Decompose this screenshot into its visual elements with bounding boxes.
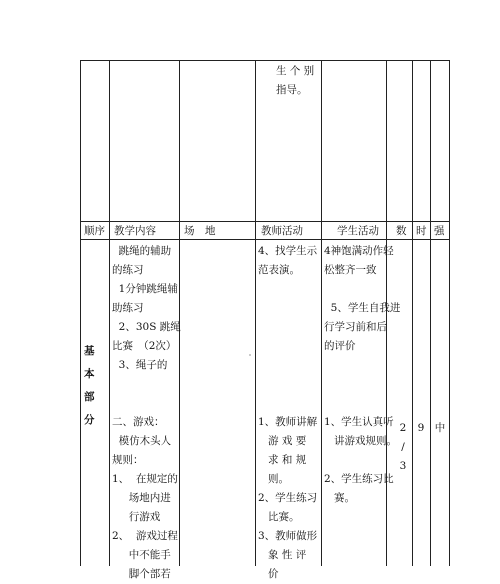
header-row-top	[80, 221, 450, 222]
header-intensity: 强	[434, 225, 445, 237]
count-cell: 2 / 3	[399, 422, 407, 472]
header-time: 时	[416, 225, 427, 237]
table-border-left	[80, 60, 81, 566]
col-divider-venue	[255, 60, 256, 566]
col-divider-order	[109, 60, 110, 566]
top-teacher-cell: 生 个 别 指导。	[276, 65, 315, 96]
header-teacher: 教师活动	[261, 225, 303, 237]
venue-dot	[249, 354, 251, 356]
intensity-cell: 中	[434, 422, 446, 434]
col-divider-count	[412, 60, 413, 566]
col-divider-time	[430, 60, 431, 566]
header-content: 教学内容	[114, 225, 156, 237]
header-count: 数	[396, 225, 407, 237]
header-venue: 场 地	[184, 225, 216, 237]
header-student: 学生活动	[337, 225, 379, 237]
teacher-activity-cell: 4、找学生示 范表演。 1、教师讲解 游 戏 要 求 和 规 则。 2、学生练习 比赛。 3、教师做形 象 性 评 价	[258, 245, 318, 580]
table-border-right	[449, 60, 450, 566]
content-cell: 跳绳的辅助 的练习 1分钟跳绳辅 助练习 2、30S 跳绳 比赛 （2次） 3、绳子的 二、游戏： 模仿木头人 规则： 1、 在规定的 场地内进 行游戏 2、 游戏过程 中不能手 脚个部若	[112, 245, 181, 580]
header-order: 顺序	[84, 225, 105, 237]
header-row-bottom	[80, 239, 450, 240]
student-activity-cell: 4神饱满动作轻 松整齐一致 5、学生自我进 行学习前和后 的评价 1、学生认真听 讲游戏规则。 2、学生练习比 赛。	[324, 245, 401, 504]
section-label: 基 本 部 分	[84, 345, 95, 426]
time-cell: 9	[417, 422, 425, 434]
table-border-top	[80, 60, 450, 61]
col-divider-teacher	[321, 60, 322, 566]
